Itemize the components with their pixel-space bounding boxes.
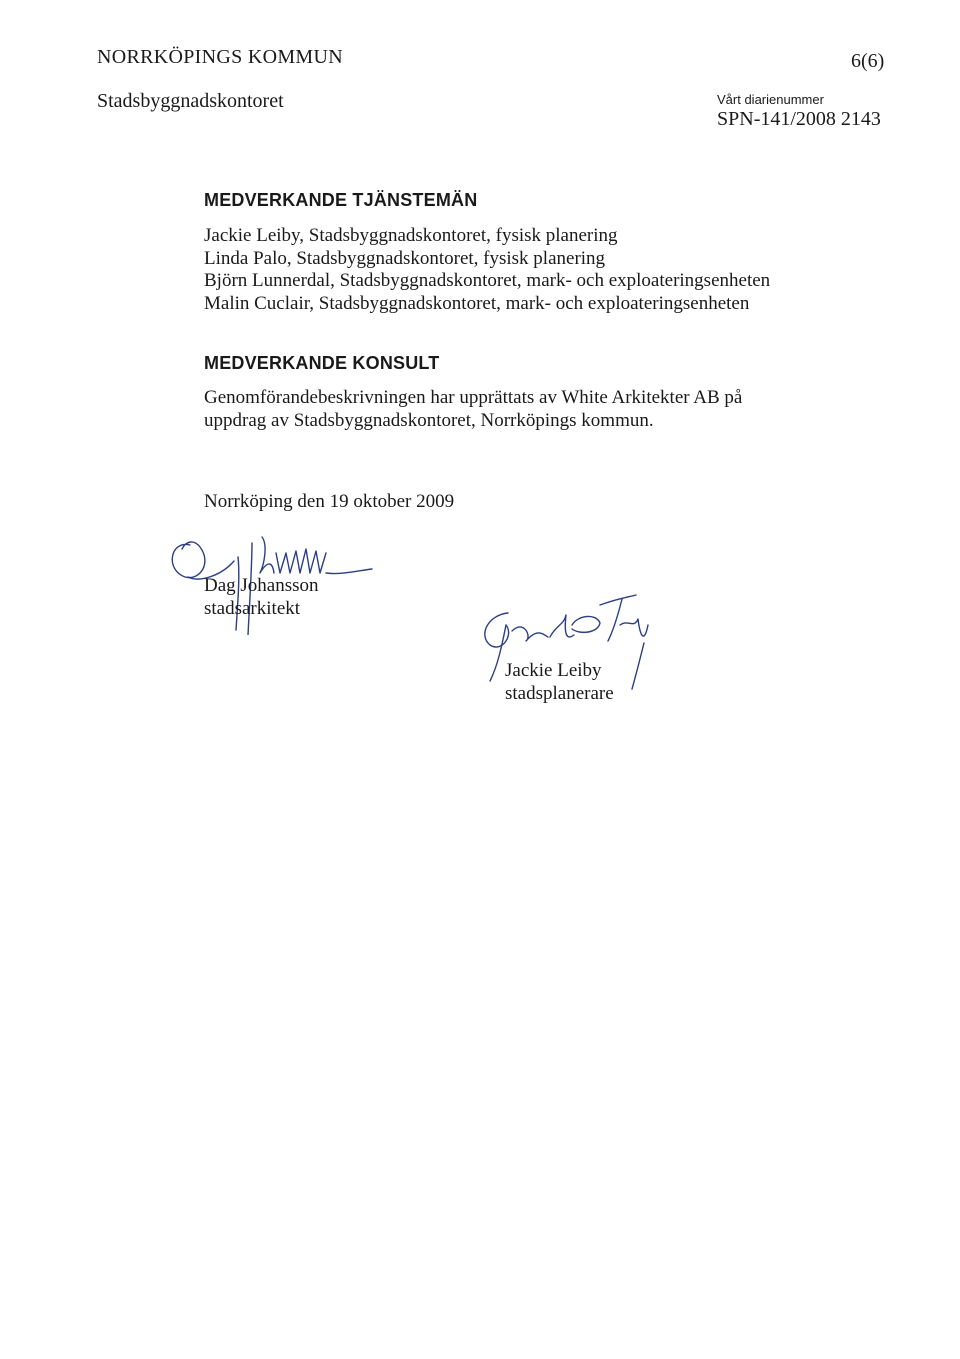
staff-line: Malin Cuclair, Stadsbyggnadskontoret, mark- och exploateringsenheten bbox=[204, 292, 750, 314]
signatory-name: Jackie Leiby bbox=[505, 660, 602, 681]
staff-line: Linda Palo, Stadsbyggnadskontoret, fysisk planering bbox=[204, 247, 606, 269]
signatory-name: Dag Johansson bbox=[204, 575, 319, 596]
staff-line: Jackie Leiby, Stadsbyggnadskontoret, fysisk planering bbox=[204, 225, 618, 246]
staff-line: Björn Lunnerdal, Stadsbyggnadskontoret, mark- och exploateringsenheten bbox=[204, 270, 771, 291]
signatory-title: stadsplanerare bbox=[505, 683, 614, 704]
organization-name: NORRKÖPINGS KOMMUN bbox=[97, 46, 343, 68]
consultant-paragraph bbox=[204, 386, 804, 432]
diarie-label: Vårt diarienummer bbox=[717, 92, 824, 107]
consultant-line: uppdrag av Stadsbyggnadskontoret, Norrköpings kommun. bbox=[204, 410, 654, 431]
consultant-line: Genomförandebeskrivningen har upprättats av White Arkitekter AB på bbox=[204, 387, 743, 408]
staff-list bbox=[204, 225, 770, 315]
signatory-title: stadsarkitekt bbox=[204, 598, 301, 619]
diarie-number: SPN-141/2008 2143 bbox=[717, 108, 881, 130]
staff-heading: MEDVERKANDE TJÄNSTEMÄN bbox=[204, 190, 478, 210]
page-number: 6(6) bbox=[851, 50, 885, 72]
department-name: Stadsbyggnadskontoret bbox=[97, 90, 284, 112]
consultant-heading: MEDVERKANDE KONSULT bbox=[204, 353, 440, 373]
place-and-date: Norrköping den 19 oktober 2009 bbox=[204, 491, 455, 512]
